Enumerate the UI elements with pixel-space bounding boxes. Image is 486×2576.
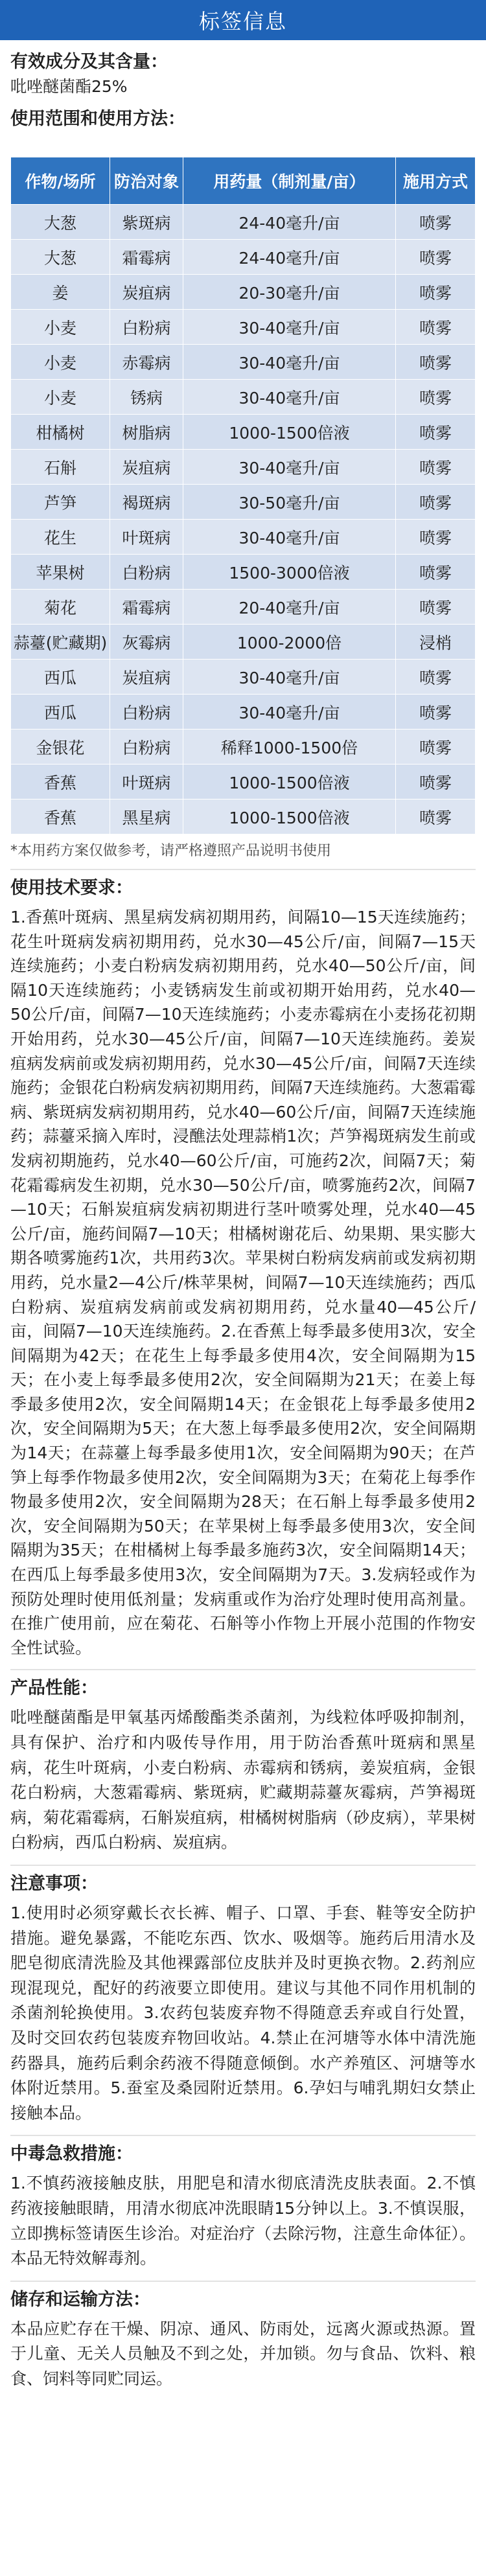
crop-cell: 小麦 [11, 345, 110, 380]
dosage-cell: 1000-1500倍液 [183, 765, 396, 799]
tech-title: 使用技术要求： [10, 878, 133, 898]
column-header: 作物/场所 [11, 157, 110, 205]
method-cell: 喷雾 [396, 310, 476, 345]
table-row [11, 625, 476, 660]
caution-title: 注意事项： [10, 1873, 98, 1894]
caution-text: 1.使用时必须穿戴长衣长裤、帽子、口罩、手套、鞋等安全防护措施。避免暴露，不能吃东西、饮水、吸烟等。施药后用清水及肥皂彻底清洗脸及其他裸露部位皮肤并及时更换衣物。2.药剂应现混现兑，配好的药液要立即使用。建议与其他不同作用机制的杀菌剂轮换使用。3.农药包装废弃物不得随意丢弃或自行处置，及时交回农药包装废弃物回收站。4.禁止在河塘等水体中清洗施药器具，施药后剩余药液不得随意倾倒。水产养殖区、河塘等水体附近禁用。5.蚕室及桑园附近禁用。6.孕妇与哺乳期妇女禁止接触本品。 [10, 1903, 476, 2122]
method-cell: 喷雾 [396, 205, 476, 240]
method-cell: 喷雾 [396, 380, 476, 415]
dosage-cell: 30-40毫升/亩 [183, 520, 396, 555]
crop-cell: 香蕉 [11, 799, 110, 834]
dosage-cell: 30-40毫升/亩 [183, 660, 396, 695]
crop-cell: 芦笋 [11, 485, 110, 520]
usage-table [10, 157, 476, 834]
method-cell: 喷雾 [396, 590, 476, 625]
divider [10, 869, 476, 870]
page-title: 标签信息 [198, 9, 287, 34]
target-cell: 锈病 [110, 380, 183, 415]
table-row [11, 590, 476, 625]
header-bar [0, 0, 486, 40]
dosage-cell: 稀释1000-1500倍 [183, 730, 396, 765]
ingredient-title: 有效成分及其含量： [10, 52, 168, 72]
crop-cell: 柑橘树 [11, 415, 110, 450]
crop-cell: 菊花 [11, 590, 110, 625]
dosage-cell: 30-40毫升/亩 [183, 695, 396, 730]
target-cell: 炭疽病 [110, 450, 183, 485]
crop-cell: 大葱 [11, 240, 110, 275]
column-header: 防治对象 [110, 157, 183, 205]
method-cell: 喷雾 [396, 799, 476, 834]
target-cell: 树脂病 [110, 415, 183, 450]
dosage-cell: 24-40毫升/亩 [183, 205, 396, 240]
dosage-cell: 30-50毫升/亩 [183, 485, 396, 520]
table-row [11, 310, 476, 345]
dosage-cell: 30-40毫升/亩 [183, 345, 396, 380]
target-cell: 灰霉病 [110, 625, 183, 660]
column-header: 施用方式 [396, 157, 476, 205]
method-cell: 喷雾 [396, 730, 476, 765]
table-row [11, 415, 476, 450]
tech-text: 1.香蕉叶斑病、黑星病发病初期用药，间隔10—15天连续施药；花生叶斑病发病初期用药，兑水30—45公斤/亩，间隔7—15天连续施药；小麦白粉病发病初期用药，兑水40—50公斤/亩，间隔10天连续施药；小麦锈病发生前或初期开始用药，兑水40—50公斤/亩，间隔7—10天连续施药；小麦赤霉病在小麦扬花初期开始用药，兑水30—45公斤/亩，间隔7—10天连续施药。姜炭疽病发病前或发病初期用药，兑水30—45公斤/亩，间隔7天连续施药；金银花白粉病发病初期用药，间隔7天连续施药。大葱霜霉病、紫斑病发病初期用药，兑水40—60公斤/亩，间隔7天连续施药；蒜薹采摘入库时，浸醮法处理蒜梢1次；芦笋褐斑病发生前或发病初期施药，兑水40—60公斤/亩，可施药2次，间隔7天；菊花霜霉病发生初期，兑水30—50公斤/亩，喷雾施药2次，间隔7—10天；石斛炭疽病发病初期进行茎叶喷雾处理，兑水40—45公斤/亩，施药间隔7—10天；柑橘树谢花后、幼果期、果实膨大期各喷雾施药1次，共用药3次。苹果树白粉病发病前或发病初期用药，兑水量2—4公斤/株苹果树，间隔7—10天连续施药；西瓜白粉病、炭疽病发病前或发病初期用药，兑水量40—45公斤/亩，间隔7—10天连续施药。2.在香蕉上每季最多使用3次，安全间隔期为42天；在花生上每季最多使用4次，安全间隔期为15天；在小麦上每季最多使用2次，安全间隔期为21天；在姜上每季最多使用2次，安全间隔期14天；在金银花上每季最多使用2次，安全间隔期为5天；在大葱上每季最多使用2次，安全间隔期为14天；在蒜薹上每季最多使用1次，安全间隔期为90天；在芦笋上每季作物最多使用2次，安全间隔期为3天；在菊花上每季作物最多使用2次，安全间隔期为28天；在石斛上每季最多使用2次，安全间隔期为50天；在苹果树上每季最多使用3次，安全间隔期为35天；在柑橘树上每季最多施药3次，安全间隔期14天；在西瓜上每季最多使用3次，安全间隔期为7天。3.发病轻或作为预防处理时使用低剂量；发病重或作为治疗处理时使用高剂量。在推广使用前，应在菊花、石斛等小作物上开展小范围的作物安全性试验。 [10, 908, 476, 1657]
table-row [11, 520, 476, 555]
target-cell: 紫斑病 [110, 205, 183, 240]
target-cell: 叶斑病 [110, 520, 183, 555]
crop-cell: 苹果树 [11, 555, 110, 590]
label-content [0, 49, 486, 2391]
usage-note: *本用药方案仅做参考，请严格遵照产品说明书使用 [10, 843, 332, 859]
divider [10, 1865, 476, 1866]
table-row [11, 765, 476, 799]
method-cell: 喷雾 [396, 415, 476, 450]
table-row [11, 660, 476, 695]
dosage-cell: 1000-1500倍液 [183, 415, 396, 450]
dosage-cell: 1000-2000倍 [183, 625, 396, 660]
method-cell: 喷雾 [396, 345, 476, 380]
usage-title: 使用范围和使用方法： [10, 109, 185, 129]
target-cell: 白粉病 [110, 310, 183, 345]
column-header: 用药量（制剂量/亩） [183, 157, 396, 205]
target-cell: 白粉病 [110, 695, 183, 730]
table-row [11, 730, 476, 765]
table-row [11, 450, 476, 485]
table-row [11, 240, 476, 275]
method-cell: 喷雾 [396, 695, 476, 730]
target-cell: 白粉病 [110, 555, 183, 590]
method-cell: 喷雾 [396, 765, 476, 799]
dosage-cell: 1000-1500倍液 [183, 799, 396, 834]
crop-cell: 石斛 [11, 450, 110, 485]
ingredient-value: 吡唑醚菌酯25% [10, 77, 128, 96]
target-cell: 叶斑病 [110, 765, 183, 799]
table-row [11, 380, 476, 415]
method-cell: 喷雾 [396, 520, 476, 555]
divider [10, 2135, 476, 2136]
crop-cell: 姜 [11, 275, 110, 310]
table-row [11, 275, 476, 310]
target-cell: 褐斑病 [110, 485, 183, 520]
dosage-cell: 24-40毫升/亩 [183, 240, 396, 275]
table-row [11, 555, 476, 590]
target-cell: 霜霉病 [110, 590, 183, 625]
usage-table-header [11, 157, 476, 205]
table-row [11, 205, 476, 240]
method-cell: 喷雾 [396, 485, 476, 520]
crop-cell: 香蕉 [11, 765, 110, 799]
crop-cell: 小麦 [11, 310, 110, 345]
target-cell: 赤霉病 [110, 345, 183, 380]
crop-cell: 小麦 [11, 380, 110, 415]
firstaid-text: 1.不慎药液接触皮肤，用肥皂和清水彻底清洗皮肤表面。2.不慎药液接触眼睛，用清水彻底冲洗眼睛15分钟以上。3.不慎误服，立即携标签请医生诊治。对症治疗（去除污物，注意生命体征）。本品无特效解毒剂。 [10, 2174, 476, 2268]
table-row [11, 799, 476, 834]
dosage-cell: 30-40毫升/亩 [183, 310, 396, 345]
method-cell: 喷雾 [396, 555, 476, 590]
target-cell: 炭疽病 [110, 660, 183, 695]
dosage-cell: 20-40毫升/亩 [183, 590, 396, 625]
crop-cell: 金银花 [11, 730, 110, 765]
table-row [11, 345, 476, 380]
storage-title: 储存和运输方法： [10, 2289, 150, 2310]
target-cell: 黑星病 [110, 799, 183, 834]
target-cell: 白粉病 [110, 730, 183, 765]
method-cell: 浸梢 [396, 625, 476, 660]
method-cell: 喷雾 [396, 240, 476, 275]
storage-text: 本品应贮存在干燥、阴凉、通风、防雨处，远离火源或热源。置于儿童、无关人员触及不到之处，并加锁。勿与食品、饮料、粮食、饲料等同贮同运。 [10, 2319, 476, 2388]
crop-cell: 大葱 [11, 205, 110, 240]
crop-cell: 蒜薹(贮藏期) [11, 625, 110, 660]
performance-title: 产品性能： [10, 1678, 98, 1699]
method-cell: 喷雾 [396, 450, 476, 485]
firstaid-title: 中毒急救措施： [10, 2144, 133, 2165]
method-cell: 喷雾 [396, 275, 476, 310]
crop-cell: 西瓜 [11, 660, 110, 695]
crop-cell: 西瓜 [11, 695, 110, 730]
performance-text: 吡唑醚菌酯是甲氧基丙烯酸酯类杀菌剂，为线粒体呼吸抑制剂，具有保护、治疗和内吸传导作用，用于防治香蕉叶斑病和黑星病，花生叶斑病，小麦白粉病、赤霉病和锈病，姜炭疽病，金银花白粉病，大葱霜霉病、紫斑病，贮藏期蒜薹灰霉病，芦笋褐斑病，菊花霜霉病，石斛炭疽病，柑橘树树脂病（砂皮病），苹果树白粉病，西瓜白粉病、炭疽病。 [10, 1708, 476, 1852]
dosage-cell: 30-40毫升/亩 [183, 380, 396, 415]
dosage-cell: 1500-3000倍液 [183, 555, 396, 590]
target-cell: 霜霉病 [110, 240, 183, 275]
crop-cell: 花生 [11, 520, 110, 555]
dosage-cell: 30-40毫升/亩 [183, 450, 396, 485]
table-row [11, 485, 476, 520]
target-cell: 炭疽病 [110, 275, 183, 310]
usage-table-wrap [10, 157, 476, 834]
divider [10, 1669, 476, 1670]
table-row [11, 695, 476, 730]
method-cell: 喷雾 [396, 660, 476, 695]
dosage-cell: 20-30毫升/亩 [183, 275, 396, 310]
divider [10, 2281, 476, 2282]
